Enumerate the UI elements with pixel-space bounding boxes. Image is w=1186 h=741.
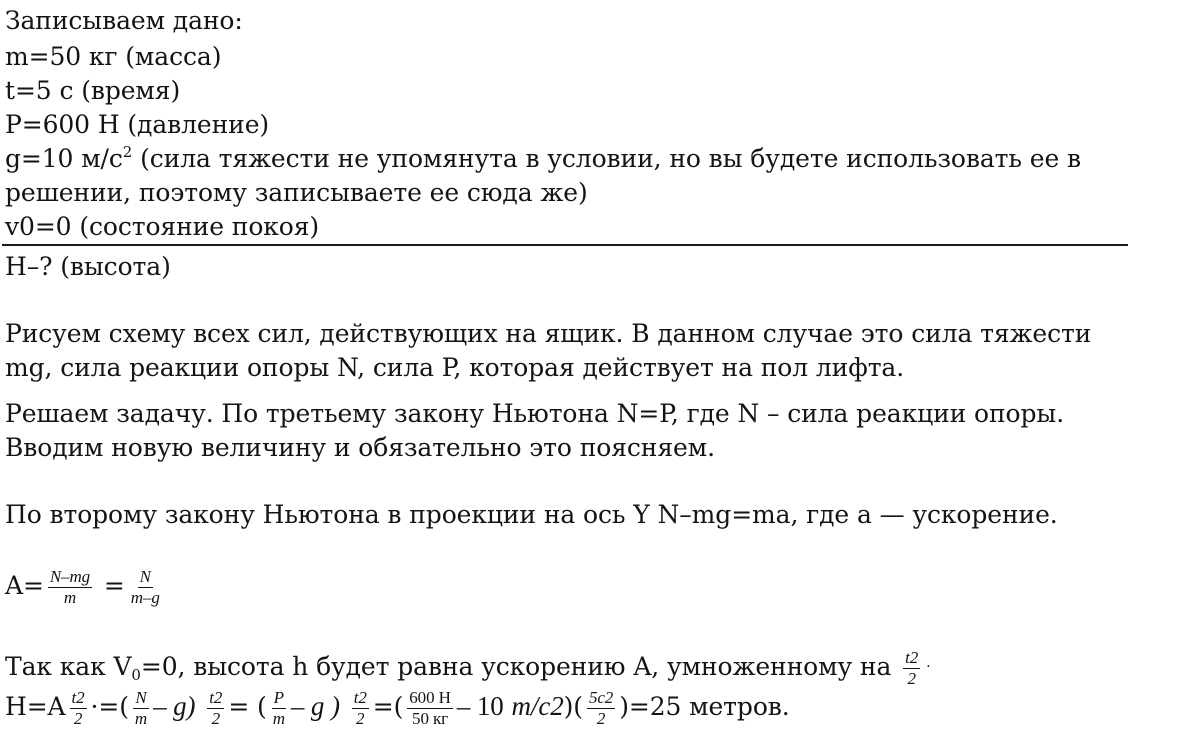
fraction-denominator: 2 [356, 708, 365, 728]
equals-open: = ( [228, 692, 267, 721]
given-find-divider [2, 244, 1128, 246]
formula-acceleration [5, 562, 166, 610]
fraction-p-over-m [271, 688, 287, 729]
given-gravity-continued: решении, поэтому записываете ее сюда же) [5, 178, 588, 207]
fraction-numerator: t2 [71, 688, 85, 708]
fraction-numerator: N–mg [49, 567, 91, 587]
minus-ten: – 10 [456, 691, 504, 721]
given-pressure: P=600 Н (давление) [5, 110, 270, 139]
paragraph-newton3-line1: Решаем задачу. По третьему закону Ньютона N=P, где N – сила реакции опоры. [5, 399, 1065, 428]
fraction-denominator: m [134, 708, 148, 728]
fraction-denominator: 2 [596, 708, 606, 728]
formula-height [5, 684, 790, 729]
fraction-numerator: P [273, 688, 284, 708]
formula-a-lhs: A= [5, 571, 44, 600]
gravity-exponent: 2 [122, 143, 133, 161]
given-time: t=5 с (время) [5, 76, 181, 105]
given-initial-velocity: v0=0 (состояние покоя) [5, 212, 320, 241]
find-height: H–? (высота) [5, 252, 171, 281]
fraction-numerator: 5c2 [588, 688, 614, 708]
unit-m-per-c2: m/c2 [511, 691, 564, 721]
gravity-value: g=10 м/с [5, 144, 123, 173]
fraction-600n-over-50kg [407, 688, 453, 729]
fraction-numerator: t2 [353, 688, 367, 708]
gravity-note: (сила тяжести не упомянута в условии, но вы будете использовать ее в [132, 144, 1081, 173]
multiplication-dot: · [926, 658, 931, 675]
fraction-n-minus-mg-over-m [48, 567, 92, 608]
v-subscript: 0 [131, 665, 141, 684]
fraction-denominator: 2 [73, 708, 83, 728]
conclusion-line1 [5, 648, 931, 689]
fraction-numerator: 600 Н [409, 688, 451, 708]
given-gravity [5, 142, 1081, 175]
fraction-n-over-m [133, 688, 149, 729]
fraction-denominator: m [63, 587, 77, 607]
height-lhs: H=A [5, 692, 66, 721]
fraction-numerator: t2 [209, 688, 223, 708]
fraction-n-over-m-minus-g [129, 567, 162, 608]
fraction-numerator: N [139, 567, 151, 587]
paragraph-newton3-line2: Вводим новую величину и обязательно это поясняем. [5, 433, 715, 462]
fraction-denominator: 50 кг [412, 708, 449, 728]
fraction-numerator: t2 [905, 648, 919, 667]
minus-g-close: – g ) [290, 691, 340, 721]
fraction-denominator: m–g [130, 587, 160, 607]
fraction-denominator: 2 [211, 708, 221, 728]
fraction-t2-over-2 [207, 688, 224, 729]
close-open-paren: )( [563, 692, 583, 721]
formula-a-equals: = [103, 571, 125, 600]
paragraph-forces-line1: Рисуем схему всех сил, действующих на ящик. В данном случае это сила тяжести [5, 319, 1092, 348]
equals-open: =( [372, 692, 404, 721]
fraction-t2-over-2 [903, 648, 920, 689]
given-heading: Записываем дано: [5, 6, 243, 35]
fraction-t2-over-2 [352, 688, 369, 729]
fraction-denominator: m [272, 708, 285, 728]
minus-g-close: – g) [153, 691, 196, 721]
paragraph-newton2: По второму закону Ньютона в проекции на ось Y N–mg=ma, где a — ускорение. [5, 500, 1058, 529]
conclusion-text-pre: Так как V [5, 651, 132, 681]
fraction-t2-over-2 [70, 688, 87, 729]
fraction-denominator: 2 [907, 668, 916, 688]
fraction-5c2-over-2 [587, 688, 615, 729]
fraction-numerator: N [135, 688, 147, 708]
conclusion-text-post: =0, высота h будет равна ускорению A, умноженному на [140, 651, 892, 681]
height-op-open: ·=( [90, 692, 129, 721]
paragraph-forces-line2: mg, сила реакции опоры N, сила P, которая действует на пол лифта. [5, 353, 905, 382]
result-text: )=25 метров. [619, 692, 790, 721]
given-mass: m=50 кг (масса) [5, 42, 222, 71]
